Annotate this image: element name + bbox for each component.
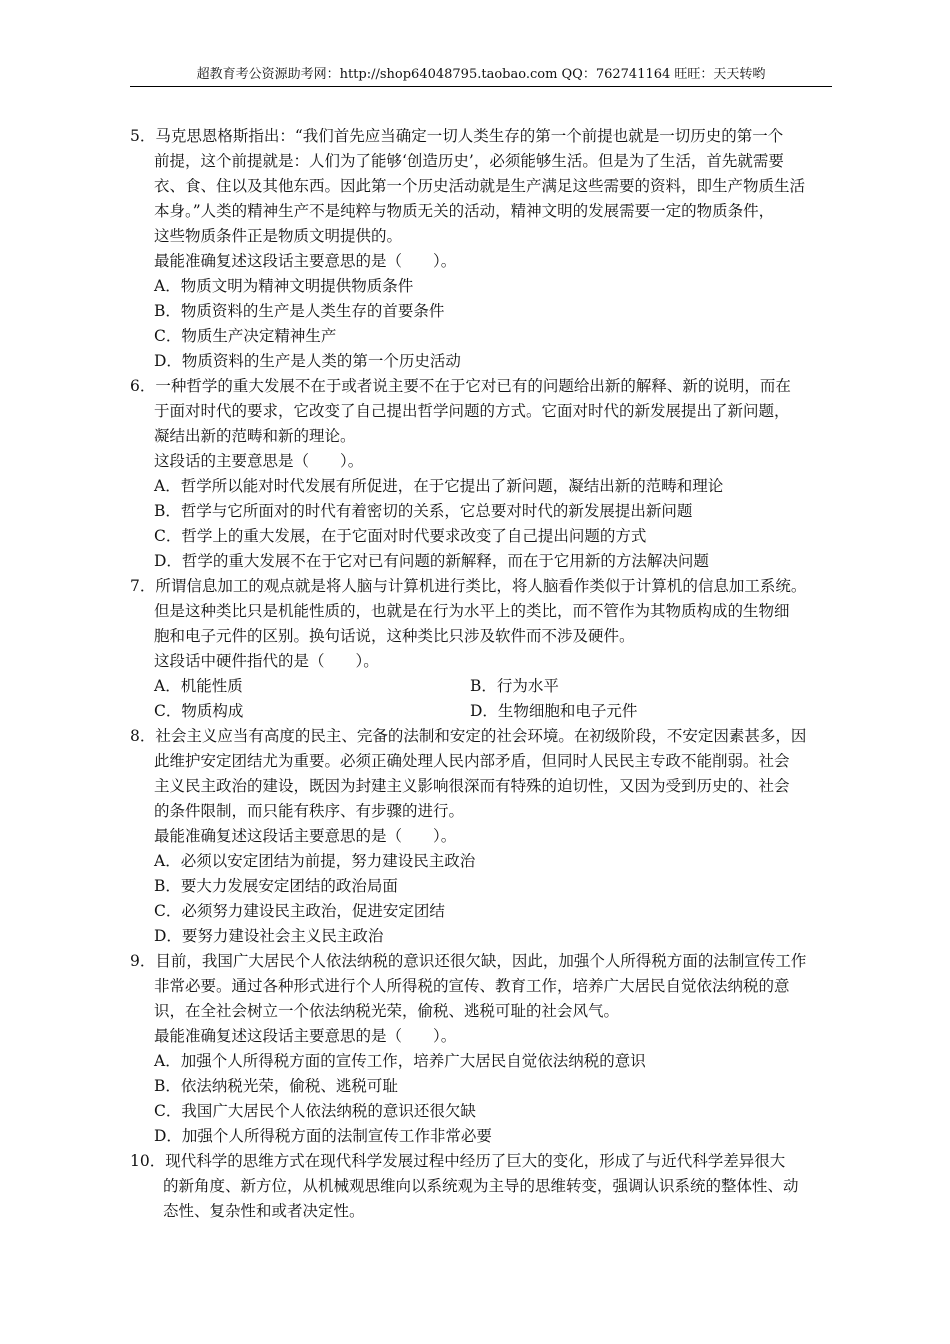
option-b: B．物质资料的生产是人类生存的首要条件 (154, 302, 445, 320)
option-a: A．必须以安定团结为前提，努力建设民主政治 (154, 852, 476, 870)
question-text-line: 前提，这个前提就是：人们为了能够‘创造历史’，必须能够生活。但是为了生活，首先就需要 (154, 152, 784, 170)
option-b: B．哲学与它所面对的时代有着密切的关系，它总要对时代的新发展提出新问题 (154, 502, 693, 520)
option-b: B．行为水平 (470, 677, 559, 695)
option-b: B．依法纳税光荣，偷税、逃税可耻 (154, 1077, 398, 1095)
question-stem: 最能准确复述这段话主要意思的是（ ）。 (154, 1027, 457, 1045)
question-text-line: 7．所谓信息加工的观点就是将人脑与计算机进行类比，将人脑看作类似于计算机的信息加工系统。 (130, 577, 807, 595)
question-text-line: 10．现代科学的思维方式在现代科学发展过程中经历了巨大的变化，形成了与近代科学差异很大 (130, 1152, 786, 1170)
question-text-line: 9．目前，我国广大居民个人依法纳税的意识还很欠缺，因此，加强个人所得税方面的法制宣传工作 (130, 952, 807, 970)
page-header: 超教育考公资源助考网：http://shop64048795.taobao.com QQ：762741164 旺旺：天天转哟 (196, 67, 766, 82)
option-c: C．我国广大居民个人依法纳税的意识还很欠缺 (154, 1102, 476, 1120)
question-text-line: 识，在全社会树立一个依法纳税光荣，偷税、逃税可耻的社会风气。 (154, 1002, 620, 1020)
question-5 (130, 124, 840, 374)
document-body (130, 124, 840, 1224)
option-c: C．哲学上的重大发展，在于它面对时代要求改变了自己提出问题的方式 (154, 527, 647, 545)
option-a: A．物质文明为精神文明提供物质条件 (154, 277, 414, 295)
option-d: D．生物细胞和电子元件 (470, 702, 638, 720)
option-row (130, 674, 840, 699)
question-text-line: 但是这种类比只是机能性质的，也就是在行为水平上的类比，而不管作为其物质构成的生物细 (154, 602, 790, 620)
option-a: A．加强个人所得税方面的宣传工作，培养广大居民自觉依法纳税的意识 (154, 1052, 646, 1070)
question-text-line: 本身。”人类的精神生产不是纯粹与物质无关的活动，精神文明的发展需要一定的物质条件， (154, 202, 775, 220)
question-text-line: 的条件限制，而只能有秩序、有步骤的进行。 (154, 802, 465, 820)
option-d: D．加强个人所得税方面的法制宣传工作非常必要 (154, 1127, 492, 1145)
question-text-line: 此维护安定团结尤为重要。必须正确处理人民内部矛盾，但同时人民民主专政不能削弱。社会 (154, 752, 790, 770)
option-d: D．要努力建设社会主义民主政治 (154, 927, 384, 945)
question-stem: 最能准确复述这段话主要意思的是（ ）。 (154, 827, 457, 845)
option-b: B．要大力发展安定团结的政治局面 (154, 877, 398, 895)
question-7 (130, 574, 840, 724)
question-stem: 这段话中硬件指代的是（ ）。 (154, 652, 379, 670)
question-text-line: 主义民主政治的建设，既因为封建主义影响很深而有特殊的迫切性，又因为受到历史的、社会 (154, 777, 790, 795)
question-text-line: 这些物质条件正是物质文明提供的。 (154, 227, 403, 245)
header-rule (130, 86, 832, 87)
question-text-line: 6．一种哲学的重大发展不在于或者说主要不在于它对已有的问题给出新的解释、新的说明，而在 (130, 377, 791, 395)
question-8 (130, 724, 840, 949)
option-c: C．物质构成 (154, 702, 244, 720)
option-d: D．哲学的重大发展不在于它对已有问题的新解释，而在于它用新的方法解决问题 (154, 552, 709, 570)
question-text-line: 8．社会主义应当有高度的民主、完备的法制和安定的社会环境。在初级阶段，不安定因素甚多，因 (130, 727, 807, 745)
question-stem: 这段话的主要意思是（ ）。 (154, 452, 364, 470)
question-6 (130, 374, 840, 574)
option-a: A．机能性质 (154, 677, 243, 695)
question-text-line: 5．马克思恩格斯指出：“我们首先应当确定一切人类生存的第一个前提也就是一切历史的第一个 (130, 127, 784, 145)
option-c: C．物质生产决定精神生产 (154, 327, 337, 345)
question-stem: 最能准确复述这段话主要意思的是（ ）。 (154, 252, 457, 270)
question-text-line: 胞和电子元件的区别。换句话说，这种类比只涉及软件而不涉及硬件。 (154, 627, 635, 645)
question-text-line: 衣、食、住以及其他东西。因此第一个历史活动就是生产满足这些需要的资料，即生产物质生活 (154, 177, 806, 195)
option-a: A．哲学所以能对时代发展有所促进，在于它提出了新问题，凝结出新的范畴和理论 (154, 477, 724, 495)
option-d: D．物质资料的生产是人类的第一个历史活动 (154, 352, 461, 370)
question-9 (130, 949, 840, 1149)
question-text-line: 非常必要。通过各种形式进行个人所得税的宣传、教育工作，培养广大居民自觉依法纳税的意 (154, 977, 790, 995)
option-row (130, 699, 840, 724)
option-c: C．必须努力建设民主政治，促进安定团结 (154, 902, 445, 920)
question-text-line: 的新角度、新方位，从机械观思维向以系统观为主导的思维转变，强调认识系统的整体性、动 (163, 1177, 799, 1195)
question-10 (130, 1149, 840, 1224)
question-text-line: 于面对时代的要求，它改变了自己提出哲学问题的方式。它面对时代的新发展提出了新问题， (154, 402, 790, 420)
question-text-line: 态性、复杂性和或者决定性。 (163, 1202, 365, 1220)
question-text-line: 凝结出新的范畴和新的理论。 (154, 427, 356, 445)
